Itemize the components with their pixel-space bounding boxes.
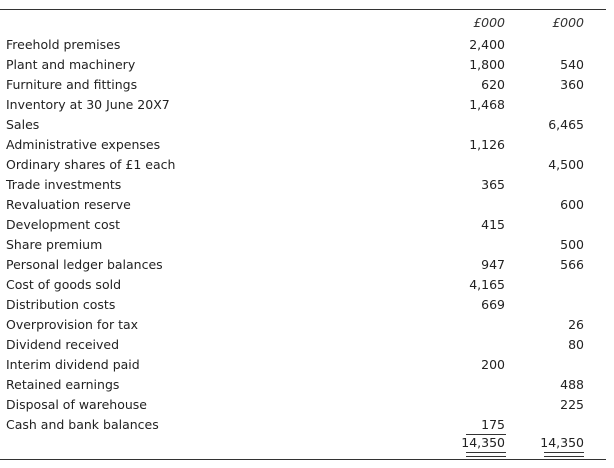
double-underline-col1 — [466, 452, 506, 457]
row-value-col2: 566 — [560, 257, 584, 272]
row-label: Ordinary shares of £1 each — [6, 157, 176, 172]
table-row — [0, 355, 606, 375]
table-row — [0, 235, 606, 255]
row-value-col1: 947 — [481, 257, 505, 272]
table-row — [0, 315, 606, 335]
column-header-2: £000 — [552, 15, 584, 30]
row-value-col1: 620 — [481, 77, 505, 92]
row-value-col2: 488 — [560, 377, 584, 392]
row-label: Retained earnings — [6, 377, 120, 392]
row-value-col2: 540 — [560, 57, 584, 72]
row-value-col1: 4,165 — [469, 277, 505, 292]
table-row — [0, 295, 606, 315]
row-label: Freehold premises — [6, 37, 121, 52]
top-rule — [0, 9, 606, 10]
row-label: Overprovision for tax — [6, 317, 139, 332]
row-label: Administrative expenses — [6, 137, 161, 152]
table-row — [0, 255, 606, 275]
row-label: Cost of goods sold — [6, 277, 122, 292]
row-value-col2: 225 — [560, 397, 584, 412]
row-label: Disposal of warehouse — [6, 397, 147, 412]
bottom-rule — [0, 459, 606, 460]
row-label: Development cost — [6, 217, 121, 232]
table-row — [0, 115, 606, 135]
table-row — [0, 95, 606, 115]
column-header-1: £000 — [473, 15, 505, 30]
row-value-col2: 80 — [568, 337, 584, 352]
row-label: Sales — [6, 117, 40, 132]
table-row — [0, 395, 606, 415]
row-label: Distribution costs — [6, 297, 116, 312]
row-label: Plant and machinery — [6, 57, 136, 72]
table-row — [0, 175, 606, 195]
row-value-col1: 669 — [481, 297, 505, 312]
table-row — [0, 335, 606, 355]
table-row — [0, 55, 606, 75]
row-value-col1: 2,400 — [469, 37, 505, 52]
row-label: Trade investments — [6, 177, 122, 192]
row-value-col2: 6,465 — [548, 117, 584, 132]
row-label: Interim dividend paid — [6, 357, 140, 372]
row-label: Cash and bank balances — [6, 417, 159, 432]
totals-row — [0, 433, 606, 453]
row-label: Revaluation reserve — [6, 197, 131, 212]
row-value-col2: 360 — [560, 77, 584, 92]
table-row — [0, 75, 606, 95]
table-row — [0, 135, 606, 155]
row-label: Inventory at 30 June 20X7 — [6, 97, 170, 112]
row-value-col1: 1,800 — [469, 57, 505, 72]
row-value-col1: 415 — [481, 217, 505, 232]
table-row — [0, 155, 606, 175]
row-label: Furniture and fittings — [6, 77, 138, 92]
row-label: Dividend received — [6, 337, 120, 352]
table-row — [0, 215, 606, 235]
row-label: Share premium — [6, 237, 103, 252]
row-value-col1: 175 — [481, 417, 505, 432]
row-value-col1: 1,126 — [469, 137, 505, 152]
row-value-col2: 26 — [568, 317, 584, 332]
double-underline-col2 — [544, 452, 584, 457]
row-label: Personal ledger balances — [6, 257, 163, 272]
table-row — [0, 35, 606, 55]
row-value-col1: 200 — [481, 357, 505, 372]
table-row — [0, 195, 606, 215]
row-value-col1: 365 — [481, 177, 505, 192]
table-row — [0, 275, 606, 295]
total-col2: 14,350 — [540, 435, 584, 450]
row-value-col2: 600 — [560, 197, 584, 212]
row-value-col2: 4,500 — [548, 157, 584, 172]
row-value-col1: 1,468 — [469, 97, 505, 112]
table-row — [0, 375, 606, 395]
total-col1: 14,350 — [461, 435, 505, 450]
row-value-col2: 500 — [560, 237, 584, 252]
table-row — [0, 415, 606, 435]
